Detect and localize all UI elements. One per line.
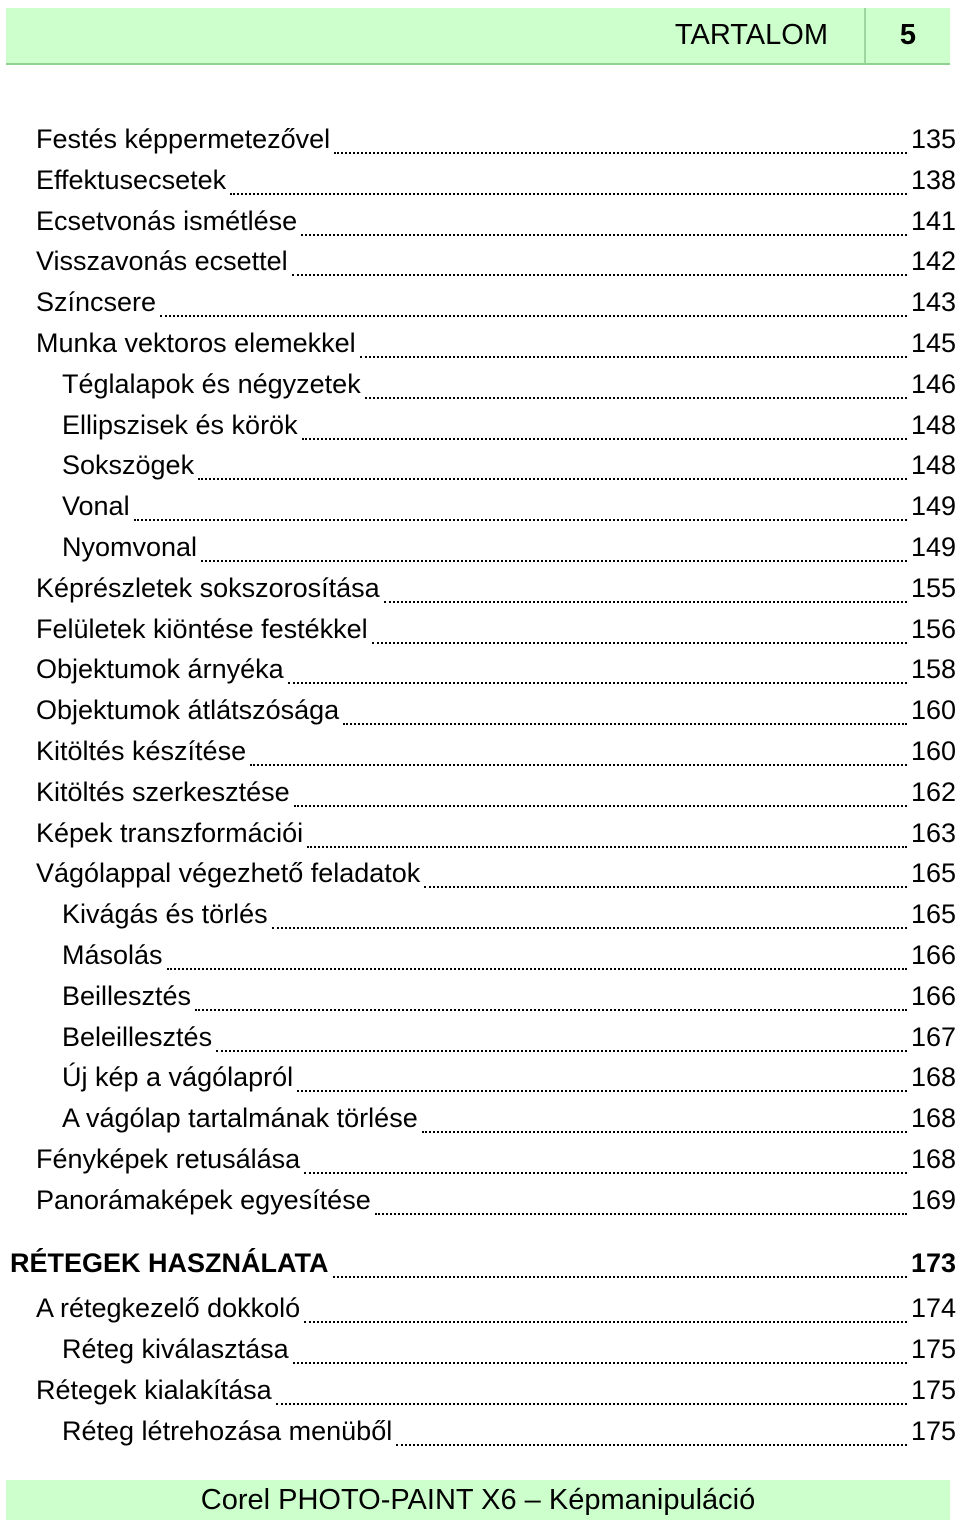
toc-entry-title: Felületek kiöntése festékkel: [36, 613, 368, 644]
toc-entry[interactable]: [62, 1416, 956, 1456]
toc-entry-page: 138: [910, 164, 956, 195]
toc-entry-page: 156: [910, 613, 956, 644]
toc-entry-title: Ecsetvonás ismétlése: [36, 205, 298, 236]
toc-entry-page: 160: [910, 736, 956, 766]
page-header: [6, 8, 950, 65]
toc-dot-leader: [372, 638, 907, 644]
toc-dot-leader: [302, 434, 907, 440]
header-page-number: 5: [899, 19, 917, 51]
toc-entry-page: 166: [910, 980, 956, 1011]
toc-entry-page: 173: [910, 1247, 956, 1278]
toc-dot-leader: [304, 1317, 907, 1323]
toc-dot-leader: [307, 842, 907, 848]
toc-entry-title: Fényképek retusálása: [36, 1144, 301, 1174]
toc-chapter-entry[interactable]: [10, 1248, 956, 1288]
toc-entry-page: 166: [910, 940, 956, 970]
toc-dot-leader: [198, 474, 907, 480]
toc-entry-page: 160: [910, 695, 956, 726]
toc-entry[interactable]: [62, 1103, 956, 1143]
toc-entry-title: Másolás: [62, 940, 163, 970]
toc-entry-page: 149: [910, 491, 956, 522]
toc-entry-page: 155: [910, 572, 956, 603]
toc-entry[interactable]: [62, 491, 956, 531]
toc-entry-page: 174: [910, 1293, 956, 1324]
toc-entry[interactable]: [62, 450, 956, 490]
toc-entry-page: 168: [910, 1103, 956, 1134]
toc-entry[interactable]: [36, 777, 956, 817]
header-title: TARTALOM: [674, 19, 828, 51]
toc-entry-page: 148: [910, 409, 956, 440]
toc-dot-leader: [375, 1209, 907, 1215]
toc-dot-leader: [288, 678, 907, 684]
toc-dot-leader: [276, 1399, 907, 1405]
toc-entry-title: Réteg kiválasztása: [62, 1334, 289, 1365]
toc-entry-page: 148: [910, 450, 956, 481]
toc-entry-page: 158: [910, 654, 956, 685]
toc-dot-leader: [293, 1358, 907, 1364]
toc-entry-page: 135: [910, 124, 956, 154]
toc-dot-leader: [343, 719, 907, 725]
toc-dot-leader: [216, 1046, 907, 1052]
toc-dot-leader: [294, 801, 907, 807]
toc-entry-title: Beillesztés: [62, 980, 192, 1011]
toc-entry[interactable]: [62, 899, 956, 939]
toc-entry[interactable]: [36, 614, 956, 654]
toc-dot-leader: [333, 1272, 907, 1278]
toc-entry-title: Képrészletek sokszorosítása: [36, 572, 380, 603]
toc-dot-leader: [422, 1127, 907, 1133]
toc-entry-page: 162: [910, 776, 956, 807]
toc-entry-title: A rétegkezelő dokkoló: [36, 1293, 301, 1324]
toc-entry[interactable]: [36, 858, 956, 898]
toc-entry-title: Panorámaképek egyesítése: [36, 1184, 371, 1215]
toc-entry-title: Kitöltés szerkesztése: [36, 776, 290, 807]
toc-entry[interactable]: [36, 124, 956, 164]
toc-entry-title: Képek transzformációi: [36, 817, 304, 848]
toc-dot-leader: [424, 882, 907, 888]
toc-entry-page: 141: [910, 205, 956, 236]
toc-dot-leader: [230, 189, 907, 195]
toc-entry-page: 145: [910, 328, 956, 358]
toc-entry[interactable]: [36, 573, 956, 613]
toc-dot-leader: [195, 1005, 907, 1011]
toc-dot-leader: [384, 597, 907, 603]
toc-entry[interactable]: [62, 1334, 956, 1374]
toc-entry[interactable]: [62, 1062, 956, 1102]
toc-entry-title: Vágólappal végezhető feladatok: [36, 858, 421, 889]
toc-dot-leader: [201, 556, 907, 562]
toc-entry-page: 146: [910, 368, 956, 399]
toc-entry[interactable]: [62, 1022, 956, 1062]
toc-entry-title: Színcsere: [36, 287, 157, 318]
toc-entry-title: Beleillesztés: [62, 1021, 213, 1052]
toc-entry[interactable]: [36, 695, 956, 735]
toc-entry-page: 143: [910, 287, 956, 318]
toc-entry[interactable]: [36, 206, 956, 246]
toc-dot-leader: [292, 270, 907, 276]
toc-entry-page: 142: [910, 246, 956, 277]
toc-entry[interactable]: [62, 410, 956, 450]
toc-entry-title: RÉTEGEK HASZNÁLATA: [10, 1247, 329, 1278]
toc-entry[interactable]: [36, 1375, 956, 1415]
toc-entry[interactable]: [36, 246, 956, 286]
toc-dot-leader: [167, 964, 907, 970]
page-footer: Corel PHOTO-PAINT X6 – Képmanipuláció: [6, 1480, 950, 1520]
toc-entry-title: Új kép a vágólapról: [62, 1062, 294, 1093]
toc-entry[interactable]: [62, 369, 956, 409]
toc-entry-title: Sokszögek: [62, 450, 195, 481]
toc-entry[interactable]: [36, 328, 956, 368]
toc-entry[interactable]: [36, 165, 956, 205]
toc-entry-page: 175: [910, 1375, 956, 1405]
toc-entry-page: 175: [910, 1334, 956, 1365]
toc-entry-title: Objektumok átlátszósága: [36, 695, 340, 726]
toc-entry[interactable]: [36, 818, 956, 858]
toc-entry-title: Festés képpermetezővel: [36, 124, 331, 154]
toc-entry-title: Téglalapok és négyzetek: [62, 368, 361, 399]
toc-entry-title: Nyomvonal: [62, 532, 198, 562]
toc-entry-title: Kitöltés készítése: [36, 736, 247, 766]
toc-entry-title: Rétegek kialakítása: [36, 1375, 272, 1405]
toc-entry-page: 175: [910, 1415, 956, 1446]
toc-entry-page: 165: [910, 899, 956, 930]
toc-entry[interactable]: [36, 654, 956, 694]
toc-dot-leader: [272, 923, 907, 929]
toc-dot-leader: [304, 1168, 907, 1174]
toc-entry[interactable]: [36, 1144, 956, 1184]
toc-entry[interactable]: [36, 1185, 956, 1225]
toc-entry-title: Réteg létrehozása menüből: [62, 1415, 393, 1446]
toc-entry-title: Vonal: [62, 491, 130, 522]
toc-entry-title: Kivágás és törlés: [62, 899, 268, 930]
toc-entry-page: 149: [910, 532, 956, 562]
toc-dot-leader: [134, 515, 907, 521]
toc-entry-page: 168: [910, 1144, 956, 1174]
toc-entry[interactable]: [36, 1293, 956, 1333]
toc-dot-leader: [250, 760, 907, 766]
toc-dot-leader: [334, 148, 907, 154]
toc-entry[interactable]: [36, 736, 956, 776]
toc-entry-page: 167: [910, 1021, 956, 1052]
toc-dot-leader: [360, 352, 907, 358]
toc-dot-leader: [160, 311, 907, 317]
toc-dot-leader: [365, 393, 907, 399]
toc-entry[interactable]: [36, 287, 956, 327]
toc-entry-title: Ellipszisek és körök: [62, 409, 298, 440]
toc-entry-title: Visszavonás ecsettel: [36, 246, 288, 277]
toc-entry-title: Objektumok árnyéka: [36, 654, 284, 685]
toc-entry-title: Munka vektoros elemekkel: [36, 328, 356, 358]
toc-dot-leader: [396, 1440, 907, 1446]
toc-entry-title: Effektusecsetek: [36, 164, 227, 195]
toc-entry-page: 165: [910, 858, 956, 889]
toc-dot-leader: [297, 1086, 907, 1092]
toc-entry[interactable]: [62, 981, 956, 1021]
toc-entry-page: 163: [910, 817, 956, 848]
toc-entry[interactable]: [62, 532, 956, 572]
toc-entry-page: 169: [910, 1184, 956, 1215]
toc-dot-leader: [301, 230, 907, 236]
toc-entry-title: A vágólap tartalmának törlése: [62, 1103, 418, 1134]
toc-entry-page: 168: [910, 1062, 956, 1093]
toc-entry[interactable]: [62, 940, 956, 980]
